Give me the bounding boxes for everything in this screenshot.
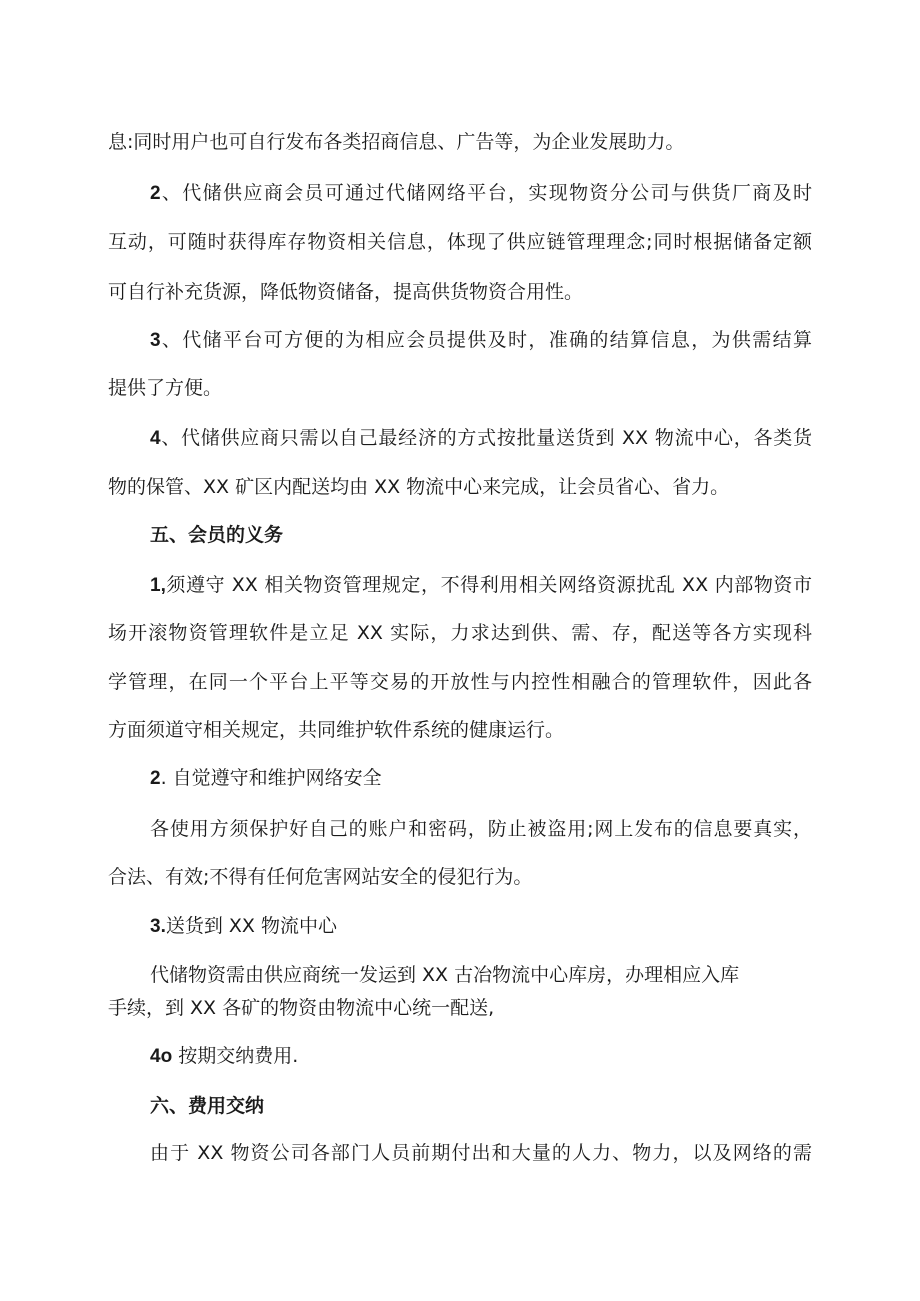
list-item-3 (150, 327, 812, 354)
heading-text: 五、会员的义务 (150, 524, 284, 546)
line-text: 方面须道守相关规定，共同维护软件系统的健康运行。 (108, 719, 565, 741)
section-heading (150, 1093, 264, 1119)
line-text: 须遵守 XX 相关物资管理规定，不得利用相关网络资源扰乱 XX 内部物资市 (165, 574, 812, 596)
item-number: 4 (150, 428, 161, 449)
text-line (108, 995, 494, 1021)
text-line (108, 864, 532, 890)
list-item-2-safety (150, 765, 382, 792)
line-text: 场开滚物资管理软件是立足 XX 实际，力求达到供、需、存，配送等各方实现科 (108, 622, 812, 644)
line-text: . 自觉遵守和维护网络安全 (160, 767, 382, 789)
list-item-4 (150, 425, 812, 452)
line-text: 、代储供应商只需以自己最经济的方式按批量送货到 XX 物流中心，各类货 (160, 427, 812, 449)
line-text: 按期交纳费用. (172, 1045, 299, 1067)
list-item-3-delivery (150, 913, 337, 940)
text-line (108, 620, 812, 646)
text-line (108, 669, 812, 695)
line-text: 由于 XX 物资公司各部门人员前期付出和大量的人力、物力，以及网络的需 (150, 1142, 812, 1164)
line-text: 可自行补充货源，降低物资储备，提高供货物资合用性。 (108, 281, 584, 303)
line-text: 提供了方便。 (108, 377, 223, 399)
section-heading (150, 522, 283, 548)
list-item-2 (150, 180, 812, 207)
item-number: 1, (150, 575, 166, 596)
line-text: 物的保管、XX 矿区内配送均由 XX 物流中心来完成，让会员省心、省力。 (108, 476, 730, 498)
list-item-1 (150, 572, 812, 599)
text-line (150, 1140, 812, 1166)
line-text: 、代储供应商会员可通过代储网络平台，实现物资分公司与供货厂商及时 (160, 182, 812, 204)
line-text: 学管理，在同一个平台上平等交易的开放性与内控性相融合的管理软件，因此各 (108, 671, 812, 693)
item-number: 4o (150, 1046, 173, 1067)
text-line (108, 129, 684, 155)
item-number: 2 (150, 768, 161, 789)
heading-text: 六、费用交纳 (150, 1095, 265, 1117)
line-text: 合法、有效;不得有任何危害网站安全的侵犯行为。 (108, 866, 533, 888)
line-text: 息:同时用户也可自行发布各类招商信息、广告等，为企业发展助力。 (108, 131, 685, 153)
line-text: 送货到 XX 物流中心 (165, 915, 337, 937)
item-number: 2 (150, 183, 161, 204)
text-line (108, 375, 222, 401)
line-text: 各使用方须保护好自己的账户和密码，防止被盗用;网上发布的信息要真实， (150, 818, 812, 840)
item-number: 3 (150, 330, 161, 351)
text-line (108, 279, 583, 305)
text-line (150, 816, 812, 842)
line-text: 、代储平台可方便的为相应会员提供及时，准确的结算信息，为供需结算 (160, 329, 812, 351)
line-text: 手续，到 XX 各矿的物资由物流中心统一配送, (108, 997, 495, 1019)
line-text: 代储物资需由供应商统一发运到 XX 古冶物流中心库房，办理相应入库 (150, 964, 740, 986)
item-number: 3. (150, 916, 166, 937)
text-line (150, 962, 739, 988)
text-line (108, 717, 564, 743)
text-line (108, 474, 729, 500)
list-item-4-fees (150, 1043, 298, 1070)
line-text: 互动，可随时获得库存物资相关信息，体现了供应链管理理念;同时根据储备定额 (108, 231, 812, 253)
text-line (108, 229, 812, 255)
